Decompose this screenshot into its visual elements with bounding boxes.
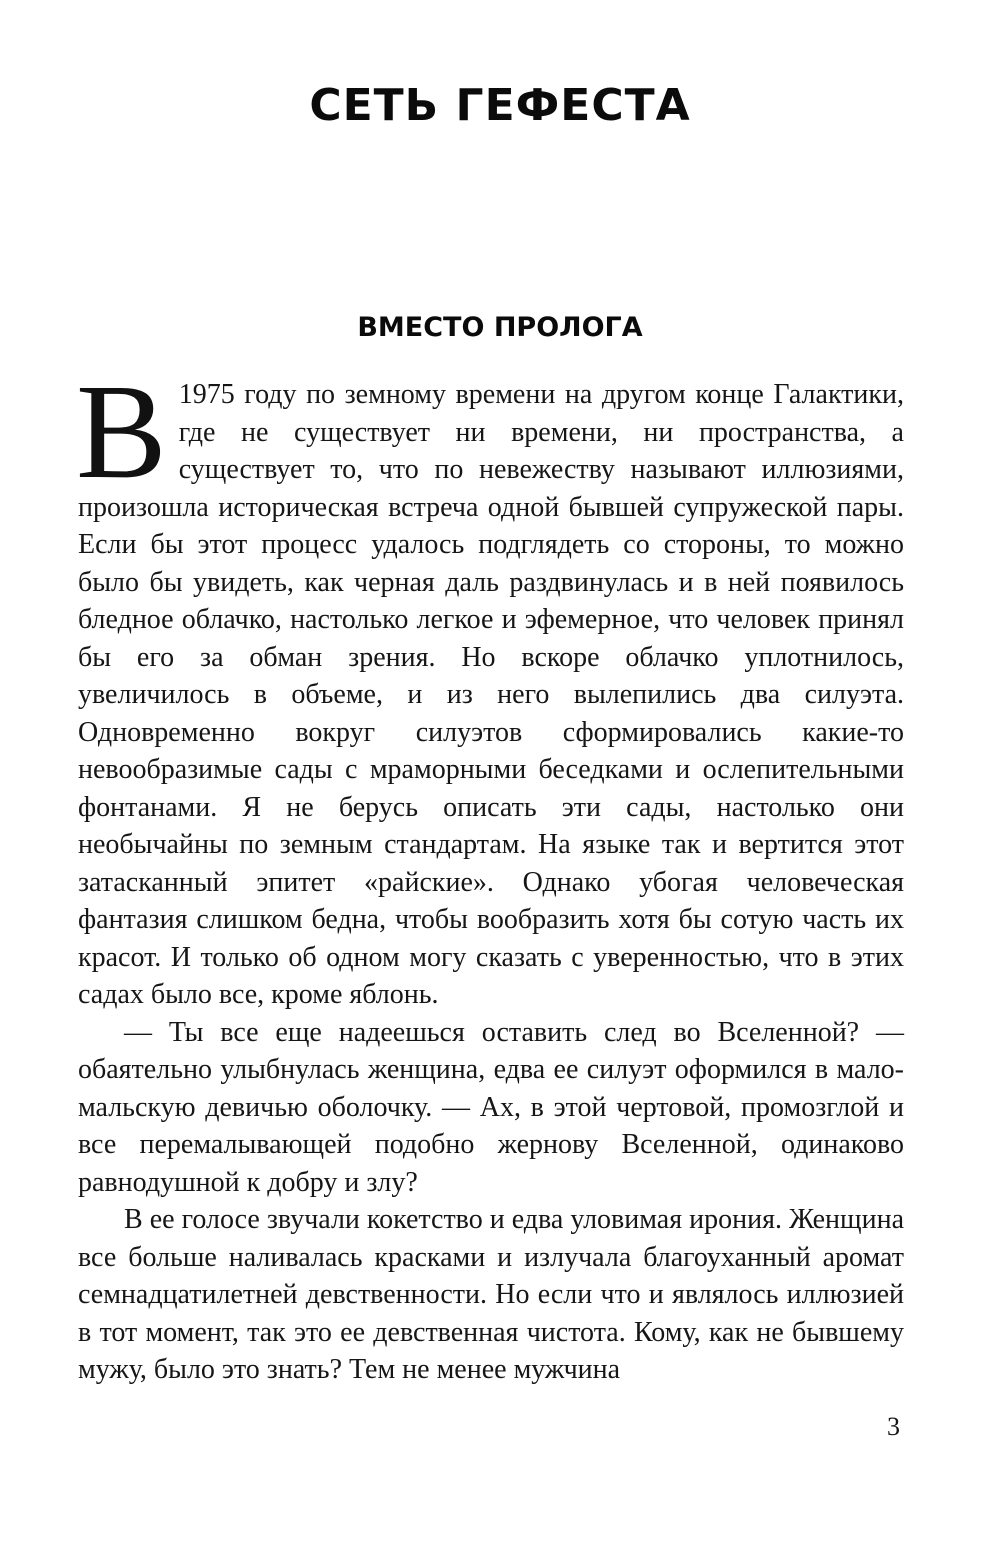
body-text <box>76 357 904 1389</box>
drop-cap: В <box>76 357 167 507</box>
paragraph-1-text: 1975 году по земному времени на другом конце Галактики, где не существует ни времени, ни пространства, а существует то, что по невежеству называют иллюзиями, произошла историческая встреча одной бывшей супружеской пары. Если бы этот процесс удалось подглядеть со стороны, то можно было бы увидеть, как черная даль раздвинулась и в ней появилось бледное облачко, настолько легкое и эфемерное, что человек принял бы его за обман зрения. Но вскоре облачко уплотнилось, увеличилось в объеме, и из него вылепились два силуэта. Одновременно вокруг силуэтов сформировались какие-то невообразимые сады с мраморными беседками и ослепительными фонтанами. Я не берусь описать эти сады, настолько они необычайны по земным стандартам. На языке так и вертится этот затасканный эпитет «райские». Однако убогая человеческая фантазия слишком бедна, чтобы вообразить хотя бы сотую часть их красот. И только об одном могу сказать с уверенностью, что в этих садах было все, кроме яблонь. <box>78 379 904 1010</box>
page-number: 3 <box>887 1412 900 1441</box>
paragraph-1 <box>76 357 904 1014</box>
book-title: СЕТЬ ГЕФЕСТА <box>309 80 691 131</box>
paragraph-3: В ее голосе звучали кокетство и едва уловимая ирония. Женщина все больше наливалась красками и излучала благоуханный аромат семнадцатилетней девственности. Но если что и являлось иллюзией в тот момент, так это ее девственная чистота. Кому, как не бывшему мужу, было это знать? Тем не менее мужчина <box>78 1204 904 1385</box>
paragraph-2: — Ты все еще надеешься оставить след во Вселенной? — обаятельно улыбнулась женщина, едва ее силуэт оформился в мало-мальскую девичью оболочку. — Ах, в этой чертовой, промозглой и все перемалывающей подобно жернову Вселенной, одинаково равнодушной к добру и злу? <box>78 1016 904 1198</box>
chapter-title: ВМЕСТО ПРОЛОГА <box>357 312 643 343</box>
